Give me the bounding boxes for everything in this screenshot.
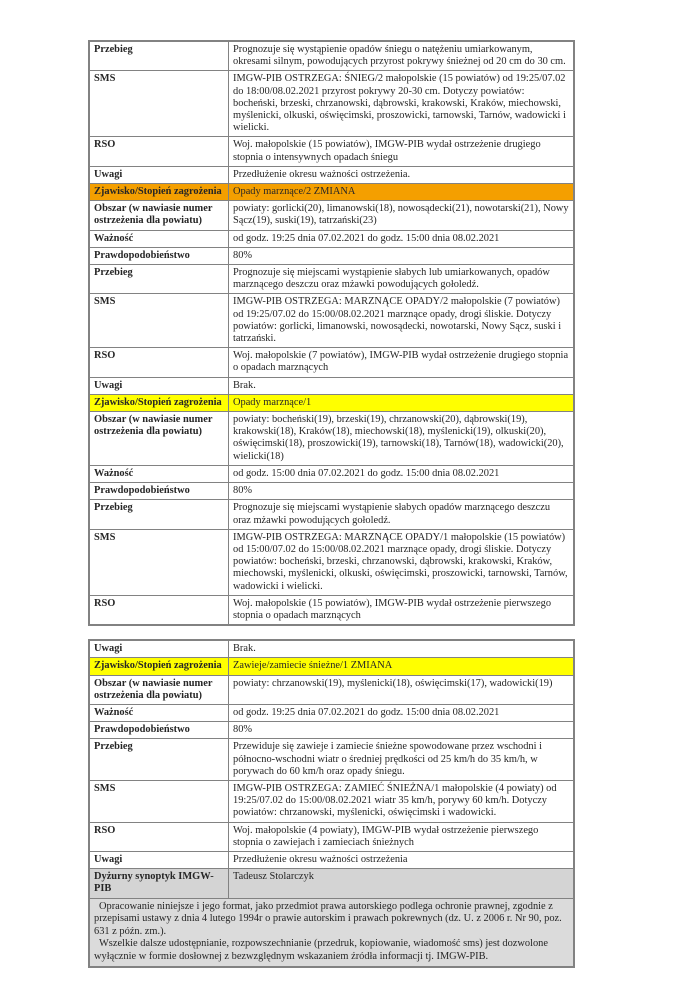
row-value: Woj. małopolskie (15 powiatów), IMGW-PIB wydał ostrzeżenie pierwszego stopnia o opadach marznących [229, 595, 575, 625]
row-value: Zawieje/zamiecie śnieżne/1 ZMIANA [229, 658, 575, 675]
table-row [89, 184, 574, 201]
row-value: Opady marznące/2 ZMIANA [229, 184, 575, 201]
row-label: Przebieg [89, 500, 229, 529]
table-row [89, 780, 574, 822]
row-value: 80% [229, 483, 575, 500]
table-row [89, 529, 574, 595]
table-row [89, 230, 574, 247]
table-row [89, 294, 574, 348]
table-row [89, 739, 574, 781]
copyright-paragraph: Wszelkie dalsze udostępnianie, rozpowszechnianie (przedruk, kopiowanie, wiadomość sms) jest dozwolone wyłącznie w formie dosłownej z bezwzględnym wskazaniem źródła informacji tj. IMGW-PIB. [94, 938, 548, 962]
row-value: od godz. 19:25 dnia 07.02.2021 do godz. 15:00 dnia 08.02.2021 [229, 230, 575, 247]
row-label: Przebieg [89, 265, 229, 294]
row-label: SMS [89, 529, 229, 595]
row-value: od godz. 15:00 dnia 07.02.2021 do godz. 15:00 dnia 08.02.2021 [229, 465, 575, 482]
row-label: Obszar (w nawiasie numer ostrzeżenia dla powiatu) [89, 412, 229, 466]
table-row [89, 704, 574, 721]
row-value: powiaty: chrzanowski(19), myślenicki(18), oświęcimski(17), wadowicki(19) [229, 675, 575, 704]
table-row [89, 851, 574, 868]
table-row [89, 500, 574, 529]
row-label: Obszar (w nawiasie numer ostrzeżenia dla powiatu) [89, 675, 229, 704]
row-value: Prognozuje się wystąpienie opadów śniegu o natężeniu umiarkowanym, okresami silnym, powodujących przyrost pokrywy śnieżnej od 20 cm do 30 cm. [229, 41, 575, 71]
table-row [89, 640, 574, 658]
row-label: Uwagi [89, 640, 229, 658]
row-label: RSO [89, 822, 229, 851]
table-row [89, 71, 574, 137]
row-label: RSO [89, 595, 229, 625]
row-value: 80% [229, 247, 575, 264]
table-row [89, 675, 574, 704]
row-value: IMGW-PIB OSTRZEGA: ZAMIEĆ ŚNIEŻNA/1 małopolskie (4 powiaty) od 19:25/07.02 do 15:00/08.02.2021 wiatr 35 km/h, porywy 60 km/h. Dotyczy powiatów: chrzanowski, myślenicki, oświęcimski i wadowicki. [229, 780, 575, 822]
row-label: Ważność [89, 465, 229, 482]
row-value: Tadeusz Stolarczyk [229, 869, 575, 898]
row-value: Woj. małopolskie (15 powiatów), IMGW-PIB wydał ostrzeżenie drugiego stopnia o intensywnych opadach śniegu [229, 137, 575, 166]
table-row [89, 822, 574, 851]
row-value: IMGW-PIB OSTRZEGA: MARZNĄCE OPADY/2 małopolskie (7 powiatów) od 19:25/07.02 do 15:00/08.02.2021 marznące opady, drogi śliskie. Dotyczy powiatów: gorlicki, limanowski, nowosądecki, nowotarski, Nowy Sącz, suski i tatrzański. [229, 294, 575, 348]
row-label: Prawdopodobieństwo [89, 483, 229, 500]
row-label: Uwagi [89, 851, 229, 868]
row-label: Prawdopodobieństwo [89, 722, 229, 739]
row-label: Zjawisko/Stopień zagrożenia [89, 184, 229, 201]
row-label: Uwagi [89, 377, 229, 394]
row-value: IMGW-PIB OSTRZEGA: ŚNIEG/2 małopolskie (15 powiatów) od 19:25/07.02 do 18:00/08.02.2021 przyrost pokrywy 20-30 cm. Dotyczy powiatów: bocheński, brzeski, chrzanowski, dąbrowski, krakowski, Kraków, miechowski, myślenicki, olkuski, oświęcimski, proszowicki, tarnowski, Tarnów, wadowicki i wielicki. [229, 71, 575, 137]
row-value: powiaty: gorlicki(20), limanowski(18), nowosądecki(21), nowotarski(21), Nowy Sącz(19), suski(19), tatrzański(23) [229, 201, 575, 230]
row-value: Prognozuje się miejscami wystąpienie słabych opadów marznącego deszczu oraz mżawki powodujących gołoledź. [229, 500, 575, 529]
copyright-row [89, 898, 574, 966]
row-label: Zjawisko/Stopień zagrożenia [89, 394, 229, 411]
row-label: Ważność [89, 704, 229, 721]
row-value: Opady marznące/1 [229, 394, 575, 411]
row-value: powiaty: bocheński(19), brzeski(19), chrzanowski(20), dąbrowski(19), krakowski(18), Kraków(18), miechowski(18), myślenicki(19), olkuski(20), oświęcimski(18), proszowicki(19), tarnowski(18), Tarnów(18), wadowicki(20), wielicki(18) [229, 412, 575, 466]
warning-table-second [88, 639, 575, 967]
table-row [89, 166, 574, 183]
table-row [89, 465, 574, 482]
table-row [89, 201, 574, 230]
row-label: Dyżurny synoptyk IMGW-PIB [89, 869, 229, 898]
row-value: 80% [229, 722, 575, 739]
row-value: Woj. małopolskie (7 powiatów), IMGW-PIB wydał ostrzeżenie drugiego stopnia o opadach marznących [229, 348, 575, 377]
table-row [89, 265, 574, 294]
row-value: Brak. [229, 640, 575, 658]
table-row [89, 658, 574, 675]
row-value: Przedłużenie okresu ważności ostrzeżenia [229, 851, 575, 868]
warning-table-first [88, 40, 575, 626]
table-row [89, 348, 574, 377]
row-value: Przedłużenie okresu ważności ostrzeżenia. [229, 166, 575, 183]
table-row [89, 394, 574, 411]
row-value: IMGW-PIB OSTRZEGA: MARZNĄCE OPADY/1 małopolskie (15 powiatów) od 15:00/07.02 do 15:00/08.02.2021 marznące opady, drogi śliskie. Dotyczy powiatów: bocheński, brzeski, chrzanowski, dąbrowski, krakowski, Kraków, miechowski, myślenicki, olkuski, oświęcimski, proszowicki, tarnowski, Tarnów, wadowicki i wielicki. [229, 529, 575, 595]
copyright-cell [89, 898, 574, 966]
table-row [89, 483, 574, 500]
table-row [89, 412, 574, 466]
row-label: Przebieg [89, 739, 229, 781]
table-row [89, 869, 574, 898]
row-label: SMS [89, 780, 229, 822]
row-label: Uwagi [89, 166, 229, 183]
row-value: Przewiduje się zawieje i zamiecie śnieżne spowodowane przez wschodni i północno-wschodni wiatr o średniej prędkości od 25 km/h do 35 km/h, w porywach do 60 km/h oraz opady śniegu. [229, 739, 575, 781]
row-value: od godz. 19:25 dnia 07.02.2021 do godz. 15:00 dnia 08.02.2021 [229, 704, 575, 721]
row-label: Przebieg [89, 41, 229, 71]
row-label: Zjawisko/Stopień zagrożenia [89, 658, 229, 675]
row-label: Ważność [89, 230, 229, 247]
table-row [89, 595, 574, 625]
table-row [89, 377, 574, 394]
row-label: Obszar (w nawiasie numer ostrzeżenia dla powiatu) [89, 201, 229, 230]
copyright-paragraph: Opracowanie niniejsze i jego format, jako przedmiot prawa autorskiego podlega ochronie prawnej, zgodnie z przepisami ustawy z dnia 4 lutego 1994r o prawie autorskim i prawach pokrewnych (dz. U. z 2006 r. Nr 90, poz. 631 z późn. zm.). [94, 900, 562, 937]
row-value: Brak. [229, 377, 575, 394]
row-label: SMS [89, 294, 229, 348]
row-value: Prognozuje się miejscami wystąpienie słabych lub umiarkowanych, opadów marznącego deszczu oraz mżawki powodujących gołoledź. [229, 265, 575, 294]
row-label: Prawdopodobieństwo [89, 247, 229, 264]
table-row [89, 722, 574, 739]
row-label: RSO [89, 137, 229, 166]
table-row [89, 41, 574, 71]
table-row [89, 137, 574, 166]
row-value: Woj. małopolskie (4 powiaty), IMGW-PIB wydał ostrzeżenie pierwszego stopnia o zawiejach i zamieciach śnieżnych [229, 822, 575, 851]
row-label: RSO [89, 348, 229, 377]
table-row [89, 247, 574, 264]
row-label: SMS [89, 71, 229, 137]
